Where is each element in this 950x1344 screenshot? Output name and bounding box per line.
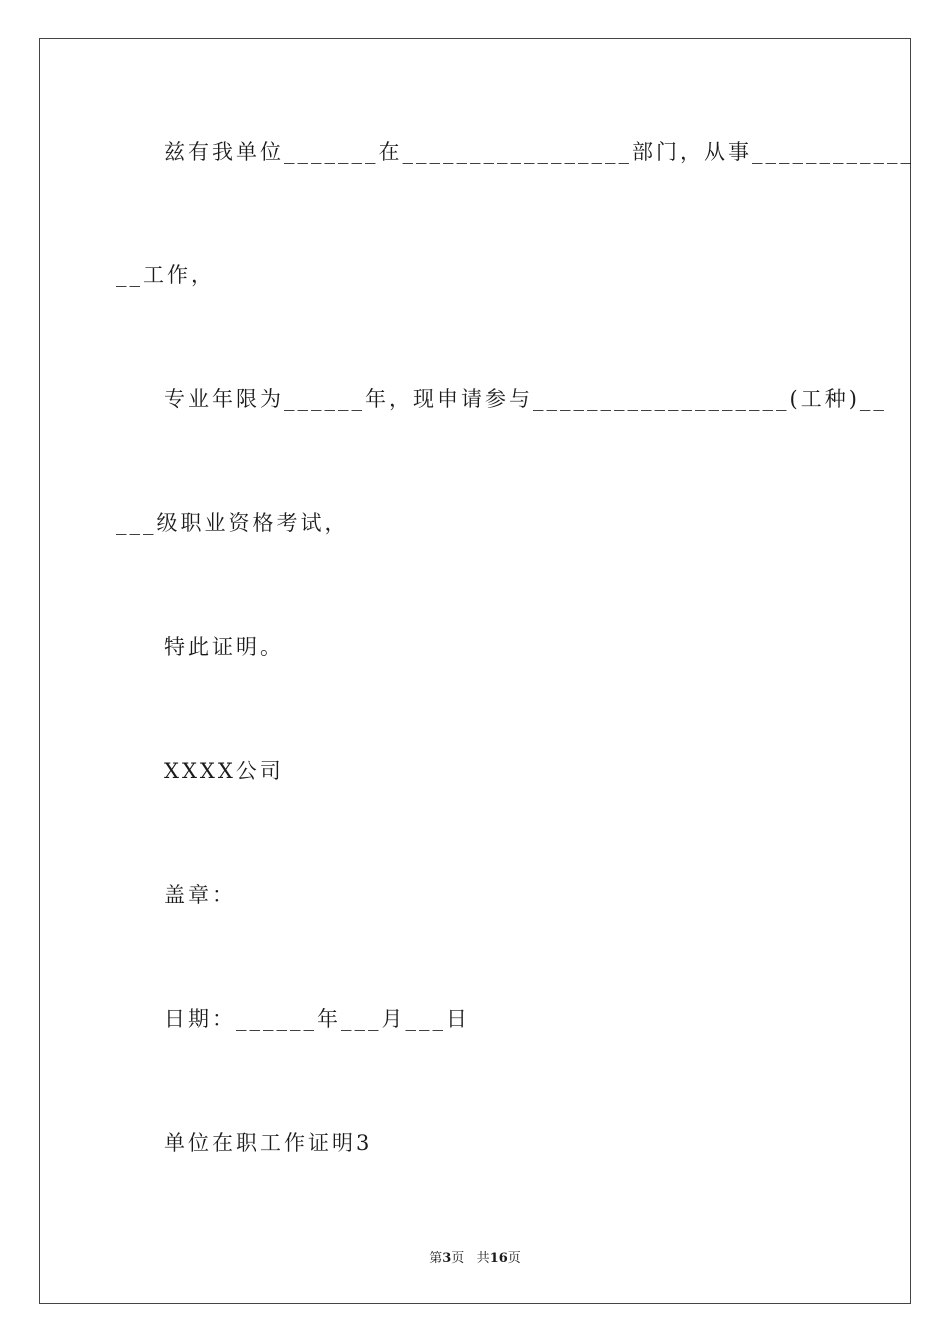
page-frame (39, 38, 911, 1304)
footer-total-suffix: 页 (507, 1251, 521, 1266)
paragraph-exam-level: ___级职业资格考试， (116, 511, 349, 535)
footer-page-number: 3 (442, 1251, 452, 1266)
company-name: XXXX公司 (164, 759, 284, 783)
paragraph-employment-line: 兹有我单位_______在_________________部门，从事____________ (164, 140, 914, 164)
paragraph-certification: 特此证明。 (164, 635, 284, 659)
section-heading: 单位在职工作证明3 (164, 1131, 373, 1155)
date-line: 日期：______年___月___日 (164, 1007, 470, 1031)
footer-page-prefix: 第 (429, 1251, 443, 1266)
footer-total-prefix: 共 (476, 1251, 490, 1266)
paragraph-exam-application: 专业年限为______年，现申请参与___________________(工种)__ (164, 387, 887, 411)
page-footer (0, 1247, 950, 1266)
footer-total-pages: 16 (489, 1251, 508, 1266)
footer-page-suffix: 页 (451, 1251, 465, 1266)
paragraph-work-continuation: __工作， (116, 263, 215, 287)
seal-label: 盖章： (164, 883, 236, 907)
